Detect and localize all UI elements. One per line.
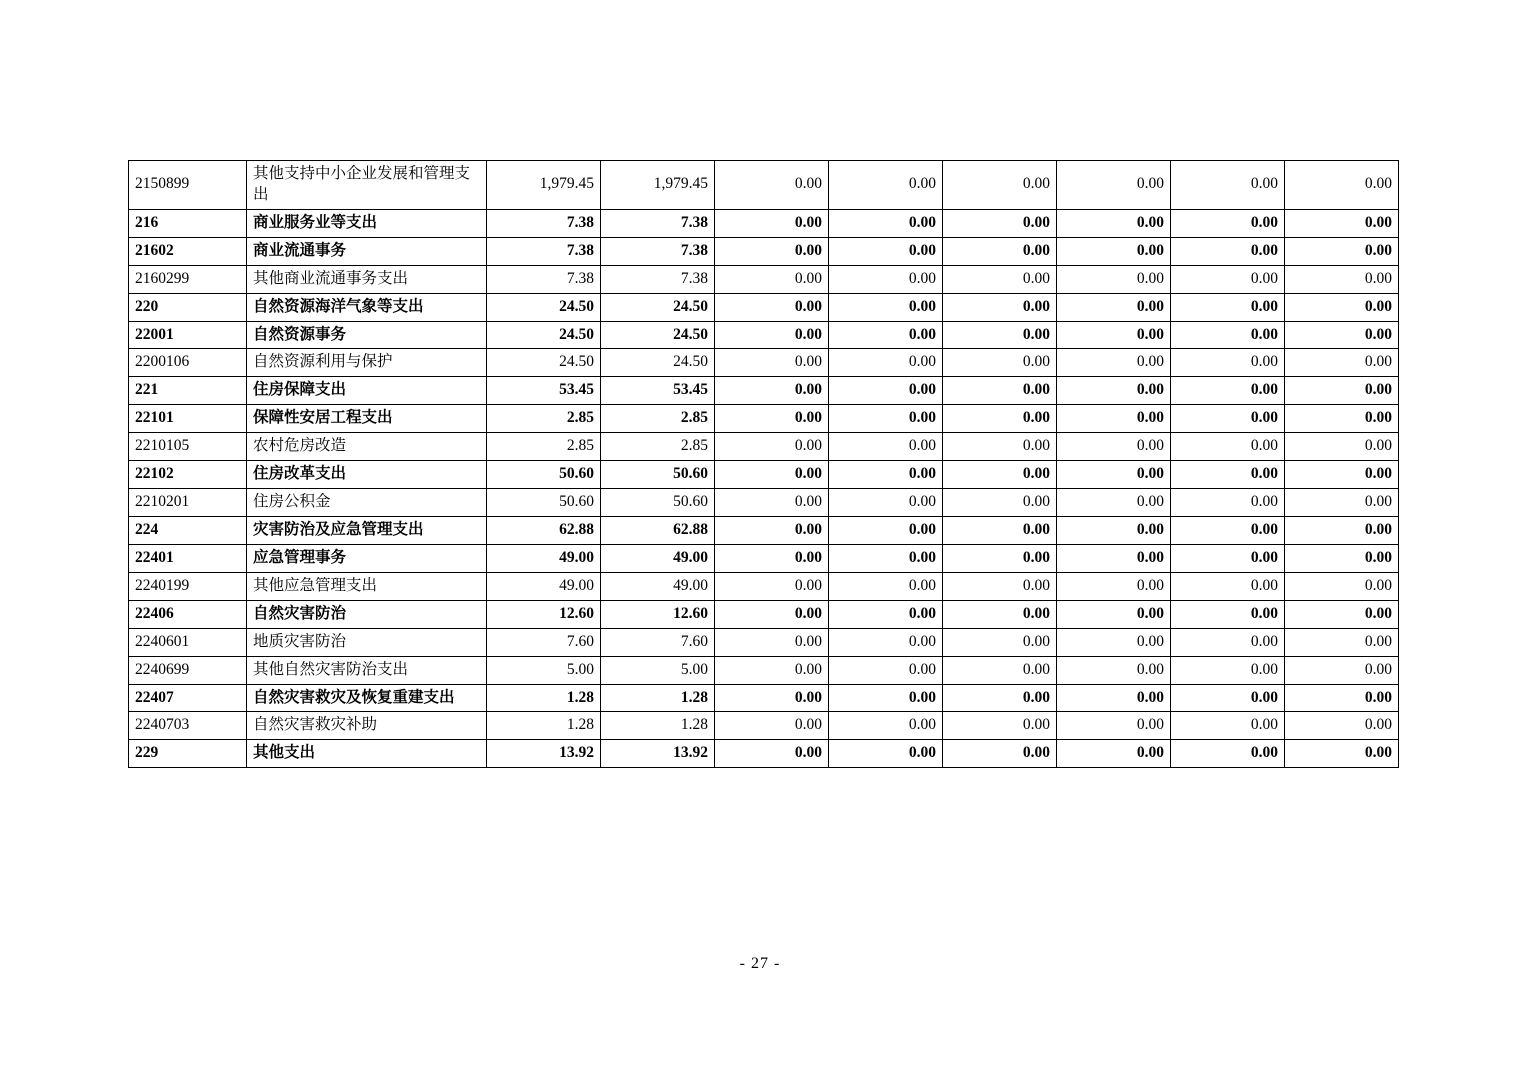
cell-value: 0.00 [829,237,943,265]
cell-value: 0.00 [1171,321,1285,349]
cell-value: 0.00 [1285,656,1399,684]
cell-code: 21602 [129,237,247,265]
cell-value: 0.00 [1057,684,1171,712]
cell-code: 2240703 [129,712,247,740]
cell-value: 0.00 [1171,628,1285,656]
cell-value: 0.00 [1171,377,1285,405]
cell-name: 农村危房改造 [247,433,487,461]
cell-value: 0.00 [715,572,829,600]
cell-code: 220 [129,293,247,321]
cell-value: 0.00 [943,628,1057,656]
cell-value: 50.60 [487,489,601,517]
cell-value: 0.00 [1171,516,1285,544]
cell-value: 0.00 [1057,712,1171,740]
cell-value: 0.00 [943,572,1057,600]
cell-value: 24.50 [487,321,601,349]
cell-value: 12.60 [487,600,601,628]
cell-name: 商业流通事务 [247,237,487,265]
cell-value: 0.00 [1285,684,1399,712]
cell-value: 24.50 [487,349,601,377]
cell-value: 0.00 [1285,209,1399,237]
cell-value: 0.00 [1057,349,1171,377]
table-row [129,433,1399,461]
cell-name: 商业服务业等支出 [247,209,487,237]
cell-value: 2.85 [601,405,715,433]
cell-value: 0.00 [1171,712,1285,740]
cell-value: 49.00 [487,572,601,600]
cell-value: 50.60 [601,489,715,517]
cell-value: 2.85 [487,433,601,461]
cell-value: 0.00 [829,377,943,405]
table-row [129,161,1399,210]
table-row [129,461,1399,489]
cell-value: 2.85 [601,433,715,461]
table-row [129,405,1399,433]
cell-value: 7.38 [601,237,715,265]
cell-value: 7.38 [601,265,715,293]
cell-value: 0.00 [1171,349,1285,377]
cell-value: 0.00 [1171,265,1285,293]
cell-name: 其他商业流通事务支出 [247,265,487,293]
cell-value: 0.00 [829,600,943,628]
cell-value: 0.00 [715,600,829,628]
cell-value: 0.00 [1285,433,1399,461]
cell-value: 0.00 [1171,684,1285,712]
cell-value: 0.00 [943,209,1057,237]
cell-value: 0.00 [829,628,943,656]
cell-value: 0.00 [943,405,1057,433]
cell-value: 0.00 [829,209,943,237]
cell-value: 0.00 [943,712,1057,740]
cell-name: 应急管理事务 [247,544,487,572]
cell-value: 0.00 [829,161,943,210]
cell-value: 0.00 [943,433,1057,461]
cell-value: 0.00 [1057,209,1171,237]
cell-value: 62.88 [487,516,601,544]
cell-value: 0.00 [715,489,829,517]
cell-value: 24.50 [601,293,715,321]
cell-value: 7.38 [487,237,601,265]
cell-code: 2240199 [129,572,247,600]
table-row [129,740,1399,768]
cell-value: 0.00 [943,265,1057,293]
cell-value: 0.00 [715,433,829,461]
cell-value: 62.88 [601,516,715,544]
cell-value: 0.00 [1285,377,1399,405]
cell-value: 0.00 [715,237,829,265]
table-row [129,489,1399,517]
budget-expenditure-table [128,160,1399,768]
cell-value: 0.00 [715,405,829,433]
cell-value: 0.00 [1285,712,1399,740]
table-row [129,544,1399,572]
cell-code: 22101 [129,405,247,433]
cell-value: 0.00 [715,740,829,768]
table-row [129,684,1399,712]
cell-value: 0.00 [1171,740,1285,768]
cell-value: 0.00 [943,461,1057,489]
table-row [129,237,1399,265]
cell-value: 0.00 [1285,405,1399,433]
cell-value: 0.00 [829,516,943,544]
table-row [129,656,1399,684]
table-row [129,377,1399,405]
cell-code: 2150899 [129,161,247,210]
cell-value: 0.00 [715,628,829,656]
cell-code: 2210201 [129,489,247,517]
cell-value: 0.00 [1285,349,1399,377]
cell-value: 13.92 [601,740,715,768]
cell-name: 灾害防治及应急管理支出 [247,516,487,544]
cell-value: 24.50 [601,349,715,377]
cell-value: 0.00 [1057,461,1171,489]
cell-value: 0.00 [1057,628,1171,656]
cell-value: 0.00 [1057,572,1171,600]
cell-value: 0.00 [715,161,829,210]
cell-value: 24.50 [487,293,601,321]
cell-value: 0.00 [715,461,829,489]
cell-value: 5.00 [601,656,715,684]
cell-value: 1,979.45 [487,161,601,210]
cell-value: 0.00 [829,572,943,600]
cell-name: 其他应急管理支出 [247,572,487,600]
cell-name: 地质灾害防治 [247,628,487,656]
table-row [129,572,1399,600]
cell-value: 0.00 [1285,628,1399,656]
table-row [129,349,1399,377]
cell-value: 2.85 [487,405,601,433]
cell-value: 0.00 [1057,405,1171,433]
cell-name: 保障性安居工程支出 [247,405,487,433]
cell-value: 0.00 [943,516,1057,544]
cell-value: 0.00 [715,377,829,405]
cell-code: 2210105 [129,433,247,461]
cell-name: 自然灾害防治 [247,600,487,628]
cell-value: 0.00 [829,405,943,433]
cell-value: 0.00 [943,237,1057,265]
cell-value: 0.00 [1057,544,1171,572]
cell-value: 1.28 [487,712,601,740]
cell-value: 1.28 [487,684,601,712]
cell-value: 0.00 [1285,516,1399,544]
cell-value: 49.00 [601,544,715,572]
cell-name: 自然资源利用与保护 [247,349,487,377]
cell-value: 0.00 [829,544,943,572]
cell-code: 221 [129,377,247,405]
cell-value: 12.60 [601,600,715,628]
cell-value: 0.00 [829,265,943,293]
cell-code: 2160299 [129,265,247,293]
cell-value: 0.00 [829,489,943,517]
cell-name: 住房改革支出 [247,461,487,489]
cell-value: 0.00 [943,377,1057,405]
cell-value: 0.00 [1057,656,1171,684]
cell-value: 0.00 [1057,740,1171,768]
cell-value: 0.00 [715,544,829,572]
cell-value: 0.00 [715,712,829,740]
cell-value: 7.38 [487,265,601,293]
table-row [129,265,1399,293]
cell-value: 0.00 [1057,433,1171,461]
cell-value: 0.00 [829,293,943,321]
table-row [129,293,1399,321]
cell-value: 53.45 [601,377,715,405]
cell-value: 0.00 [1171,489,1285,517]
cell-value: 0.00 [1285,293,1399,321]
cell-value: 0.00 [1285,572,1399,600]
cell-value: 0.00 [1057,377,1171,405]
table-row [129,209,1399,237]
table-row [129,712,1399,740]
cell-value: 0.00 [1285,544,1399,572]
cell-name: 其他支持中小企业发展和管理支出 [247,161,487,210]
cell-value: 0.00 [829,461,943,489]
cell-code: 22001 [129,321,247,349]
cell-name: 自然灾害救灾补助 [247,712,487,740]
cell-code: 224 [129,516,247,544]
cell-value: 0.00 [715,684,829,712]
cell-value: 0.00 [1171,293,1285,321]
cell-code: 216 [129,209,247,237]
cell-value: 0.00 [1057,161,1171,210]
cell-value: 0.00 [1057,489,1171,517]
cell-code: 22407 [129,684,247,712]
cell-value: 53.45 [487,377,601,405]
table-row [129,600,1399,628]
cell-value: 0.00 [715,293,829,321]
cell-value: 0.00 [1171,656,1285,684]
cell-value: 0.00 [1171,237,1285,265]
cell-name: 住房公积金 [247,489,487,517]
table-row [129,516,1399,544]
cell-name: 其他自然灾害防治支出 [247,656,487,684]
cell-value: 0.00 [1171,600,1285,628]
cell-value: 0.00 [715,265,829,293]
cell-value: 0.00 [943,321,1057,349]
cell-value: 49.00 [601,572,715,600]
cell-value: 0.00 [1171,161,1285,210]
cell-value: 0.00 [1171,461,1285,489]
cell-value: 0.00 [943,349,1057,377]
cell-value: 0.00 [829,712,943,740]
cell-value: 0.00 [943,544,1057,572]
cell-value: 0.00 [943,684,1057,712]
cell-value: 0.00 [829,433,943,461]
page-number: - 27 - [739,955,781,972]
cell-value: 1.28 [601,684,715,712]
cell-value: 0.00 [1285,321,1399,349]
cell-value: 0.00 [943,740,1057,768]
cell-name: 其他支出 [247,740,487,768]
cell-value: 0.00 [1171,433,1285,461]
cell-value: 7.38 [601,209,715,237]
cell-value: 0.00 [943,656,1057,684]
cell-value: 1.28 [601,712,715,740]
cell-value: 0.00 [1057,265,1171,293]
cell-value: 49.00 [487,544,601,572]
cell-value: 0.00 [715,321,829,349]
cell-name: 自然资源事务 [247,321,487,349]
cell-value: 0.00 [1285,740,1399,768]
cell-value: 0.00 [1285,461,1399,489]
cell-value: 50.60 [487,461,601,489]
cell-value: 0.00 [1057,600,1171,628]
cell-value: 0.00 [715,349,829,377]
cell-value: 0.00 [1057,516,1171,544]
cell-value: 0.00 [1171,405,1285,433]
cell-value: 0.00 [829,656,943,684]
cell-value: 1,979.45 [601,161,715,210]
cell-value: 0.00 [715,516,829,544]
cell-value: 0.00 [715,209,829,237]
cell-code: 229 [129,740,247,768]
cell-value: 0.00 [829,684,943,712]
budget-table-container [128,160,1398,768]
cell-value: 0.00 [1285,237,1399,265]
cell-value: 0.00 [829,740,943,768]
cell-value: 0.00 [1057,237,1171,265]
cell-value: 0.00 [1171,544,1285,572]
cell-value: 13.92 [487,740,601,768]
cell-name: 自然资源海洋气象等支出 [247,293,487,321]
cell-value: 0.00 [715,656,829,684]
cell-value: 0.00 [829,321,943,349]
cell-value: 0.00 [943,600,1057,628]
table-body [129,161,1399,768]
cell-value: 0.00 [1285,600,1399,628]
cell-code: 22406 [129,600,247,628]
cell-value: 0.00 [943,489,1057,517]
cell-value: 0.00 [829,349,943,377]
cell-value: 0.00 [1057,293,1171,321]
cell-name: 自然灾害救灾及恢复重建支出 [247,684,487,712]
cell-value: 5.00 [487,656,601,684]
cell-value: 24.50 [601,321,715,349]
cell-value: 0.00 [943,293,1057,321]
cell-value: 0.00 [1285,161,1399,210]
cell-value: 7.60 [487,628,601,656]
cell-code: 22102 [129,461,247,489]
cell-code: 2200106 [129,349,247,377]
table-row [129,628,1399,656]
cell-value: 0.00 [943,161,1057,210]
cell-value: 0.00 [1285,489,1399,517]
table-row [129,321,1399,349]
cell-name: 住房保障支出 [247,377,487,405]
cell-value: 7.60 [601,628,715,656]
cell-value: 0.00 [1057,321,1171,349]
cell-code: 2240699 [129,656,247,684]
cell-value: 0.00 [1171,572,1285,600]
cell-value: 0.00 [1171,209,1285,237]
cell-value: 0.00 [1285,265,1399,293]
cell-value: 7.38 [487,209,601,237]
cell-code: 22401 [129,544,247,572]
cell-code: 2240601 [129,628,247,656]
cell-value: 50.60 [601,461,715,489]
